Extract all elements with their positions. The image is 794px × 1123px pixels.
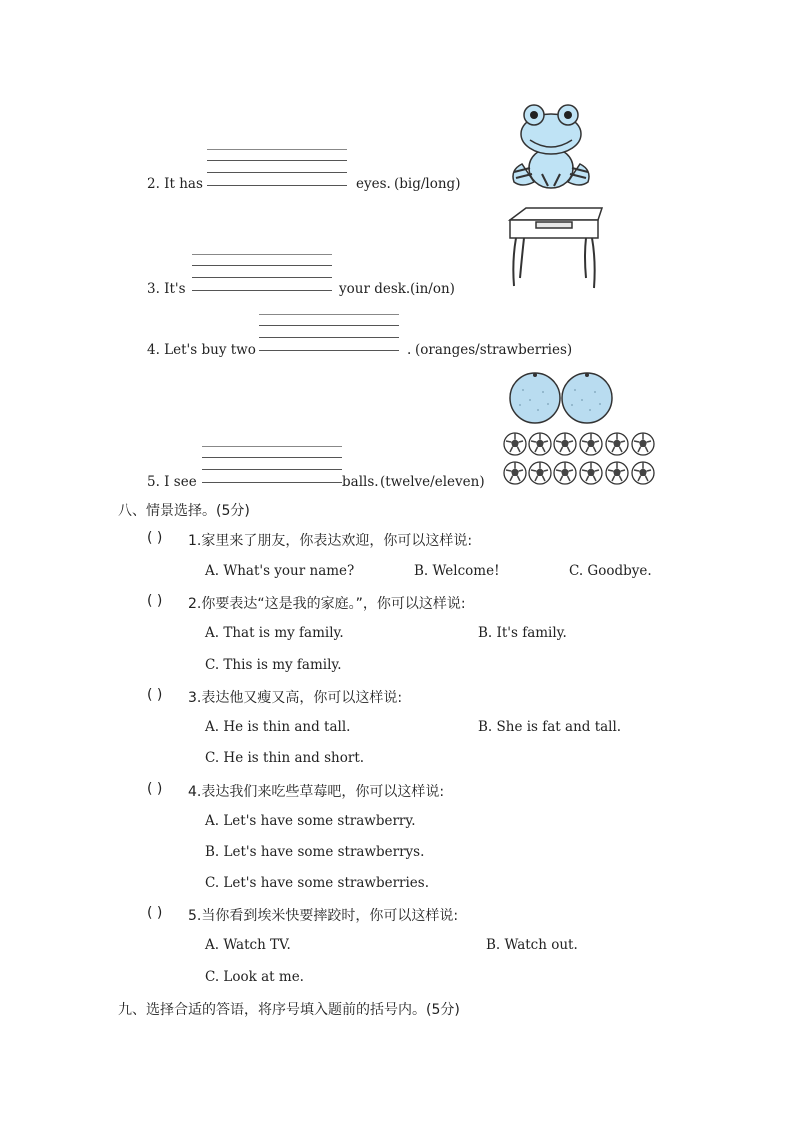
item-4-writing-lines[interactable] [259,314,399,352]
option-b: B. Watch out. [486,937,578,953]
option-a: A. That is my family. [205,625,344,641]
item-2-suffix: eyes. [356,176,391,192]
option-c: C. Goodbye. [569,563,652,579]
item-5-suffix: balls. [342,474,379,490]
item-3-writing-lines[interactable] [192,254,332,292]
item-3-suffix: your desk. [339,281,411,297]
question-prompt: 1.家里来了朋友，你表达欢迎，你可以这样说: [188,533,473,549]
option-a: A. He is thin and tall. [205,719,351,735]
option-b: B. Welcome! [414,563,500,579]
question-prompt: 2.你要表达“这是我的家庭。”，你可以这样说: [188,596,466,612]
item-4-suffix: . [407,342,412,358]
answer-paren[interactable]: ( ) [147,593,163,609]
question-prompt: 3.表达他又瘦又高，你可以这样说: [188,690,403,706]
item-4-prefix: 4. Let's buy two [147,342,256,358]
item-5-options: (twelve/eleven) [380,474,485,490]
option-a: A. Watch TV. [205,937,291,953]
item-2-options: (big/long) [394,176,461,192]
option-b: B. Let's have some strawberrys. [205,844,425,860]
answer-paren[interactable]: ( ) [147,530,163,546]
section-9-title: 九、选择合适的答语，将序号填入题前的括号内。(5分) [118,1002,460,1018]
answer-paren[interactable]: ( ) [147,905,163,921]
soccer-balls-illustration [502,430,658,488]
option-a: A. What's your name? [205,563,355,579]
answer-paren[interactable]: ( ) [147,687,163,703]
frog-illustration [508,102,594,190]
option-c: C. Let's have some strawberries. [205,875,430,891]
option-a: A. Let's have some strawberry. [205,813,416,829]
item-3-options: (in/on) [410,281,455,297]
desk-illustration [506,206,604,292]
option-c: C. This is my family. [205,657,342,673]
option-c: C. He is thin and short. [205,750,365,766]
answer-paren[interactable]: ( ) [147,781,163,797]
oranges-illustration [508,370,614,426]
item-5-writing-lines[interactable] [202,446,342,484]
option-b: B. It's family. [478,625,567,641]
item-3-prefix: 3. It's [147,281,186,297]
item-5-prefix: 5. I see [147,474,197,490]
question-prompt: 5.当你看到埃米快要摔跤时，你可以这样说: [188,908,459,924]
item-4-options: (oranges/strawberries) [415,342,573,358]
item-2-prefix: 2. It has [147,176,203,192]
question-prompt: 4.表达我们来吃些草莓吧，你可以这样说: [188,784,445,800]
option-b: B. She is fat and tall. [478,719,622,735]
option-c: C. Look at me. [205,969,304,985]
section-8-title: 八、情景选择。(5分) [118,503,250,519]
item-2-writing-lines[interactable] [207,149,347,187]
